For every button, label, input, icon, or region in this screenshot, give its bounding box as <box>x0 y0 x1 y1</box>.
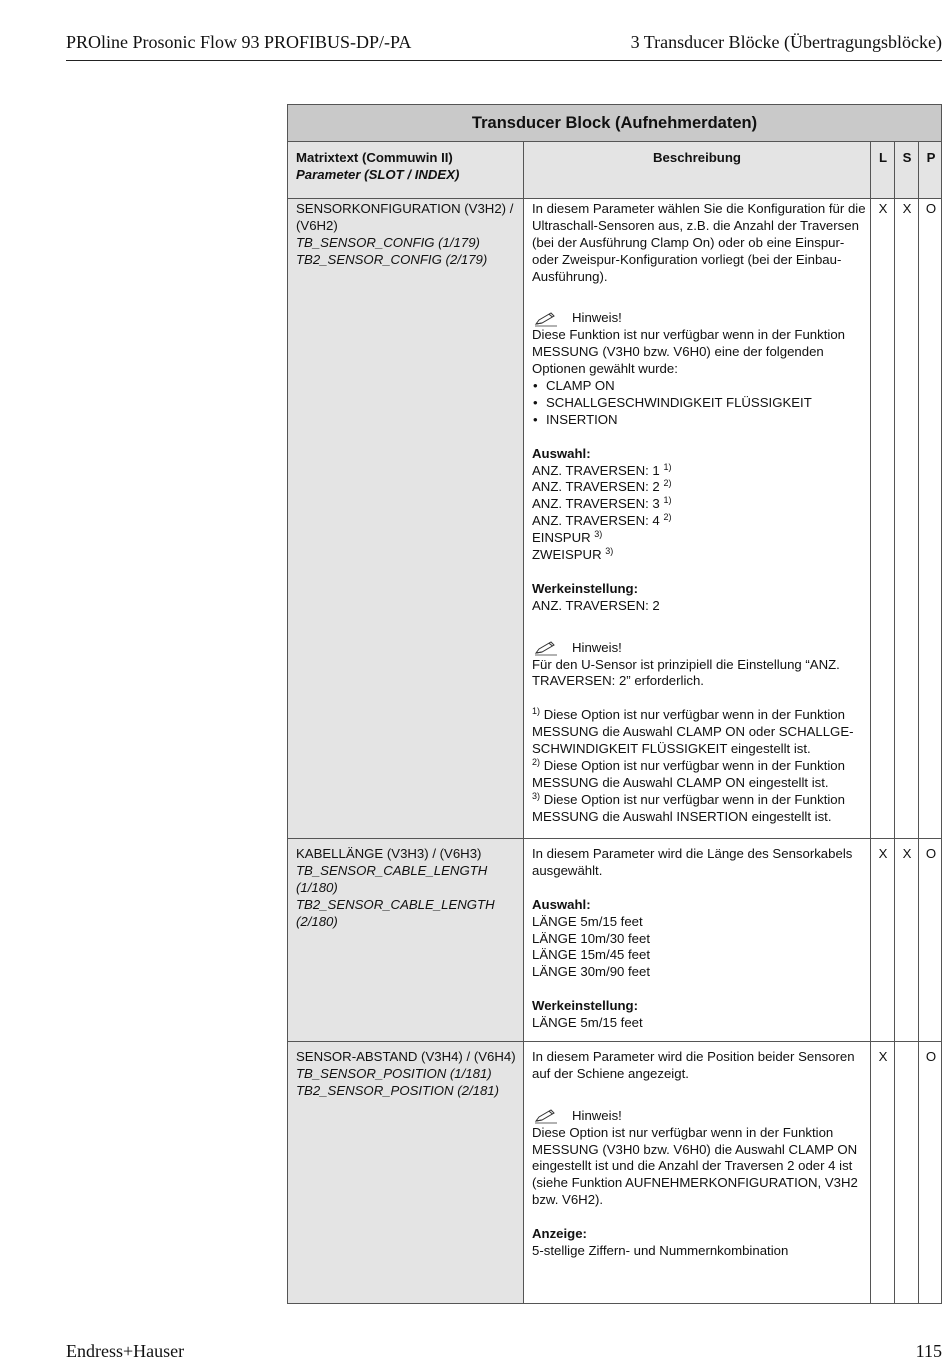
column-header-description: Beschreibung <box>653 150 741 165</box>
footnote: $^{1)}$ Diese Option ist nur verfügbar wenn in der Funktion MESSUNG die Auswahl CLAMP ON oder SCHALLGE-SCHWINDIGKEIT FLÜSSIGKEIT eingestellt ist. <box>532 706 854 757</box>
column-header-param-label: Parameter (SLOT / INDEX) <box>296 166 460 182</box>
row-sensor-abstand-name-cell <box>296 1049 520 1100</box>
werkeinstellung-label: Werkeinstellung: <box>532 998 639 1014</box>
column-header-matrix <box>296 150 459 184</box>
parameter-slot-index: TB2_SENSOR_CONFIG (2/179) <box>296 251 488 267</box>
row-divider <box>288 838 941 839</box>
header-chapter: 3 Transducer Blöcke (Übertragungsblöcke) <box>630 32 942 52</box>
flag-l: X <box>878 201 888 216</box>
column-divider <box>870 141 871 1303</box>
table-title: Transducer Block (Aufnehmerdaten) <box>288 105 941 141</box>
description-intro: In diesem Parameter wird die Position beider Sensoren auf der Schiene angezeigt. <box>532 1049 855 1081</box>
flag-l: X <box>878 846 888 861</box>
flag-p: O <box>925 201 937 216</box>
auswahl-label: Auswahl: <box>532 896 591 912</box>
parameter-slot-index: TB2_SENSOR_POSITION (2/181) <box>296 1082 500 1098</box>
row-sensorkonfiguration-description <box>532 201 867 826</box>
column-header-p: P <box>926 150 936 165</box>
footer-brand: Endress+Hauser <box>66 1341 185 1361</box>
parameter-slot-index: TB_SENSOR_CABLE_LENGTH (1/180) <box>296 862 488 895</box>
parameter-name: SENSORKONFIGURATION (V3H2) / (V6H2) <box>296 201 514 233</box>
list-item: • INSERTION <box>532 412 867 429</box>
option-item: LÄNGE 5m/15 feet <box>532 913 643 929</box>
option-item: LÄNGE 30m/90 feet <box>532 964 651 980</box>
option-item: EINSPUR $^{3)}$ <box>532 529 603 546</box>
werkeinstellung-label: Werkeinstellung: <box>532 580 639 596</box>
column-divider <box>918 141 919 1303</box>
note-heading <box>532 1108 867 1125</box>
left-column-shading <box>288 141 523 1303</box>
footnote: $^{3)}$ Diese Option ist nur verfügbar wenn in der Funktion MESSUNG die Auswahl INSERTION eingestellt ist. <box>532 790 845 824</box>
flag-s: X <box>902 846 912 861</box>
anzeige-label: Anzeige: <box>532 1226 587 1242</box>
description-intro: In diesem Parameter wird die Länge des Sensorkabels ausgewählt. <box>532 846 853 878</box>
option-item: ANZ. TRAVERSEN: 1 $^{1)}$ <box>532 461 672 478</box>
note-text: Für den U-Sensor ist prinzipiell die Einstellung “ANZ. TRAVERSEN: 2” erforderlich. <box>532 656 840 689</box>
werkeinstellung-value: ANZ. TRAVERSEN: 2 <box>532 597 660 613</box>
anzeige-value: 5-stellige Ziffern- und Nummernkombination <box>532 1242 789 1258</box>
parameter-name: KABELLÄNGE (V3H3) / (V6H3) <box>296 846 482 861</box>
option-item: ANZ. TRAVERSEN: 4 $^{2)}$ <box>532 512 672 529</box>
row-kabellaenge-description <box>532 846 867 1032</box>
parameter-slot-index: TB_SENSOR_POSITION (1/181) <box>296 1065 492 1081</box>
flag-p: O <box>925 1049 937 1064</box>
parameter-slot-index: TB2_SENSOR_CABLE_LENGTH (2/180) <box>296 896 495 929</box>
page-number: 115 <box>915 1341 942 1361</box>
auswahl-label: Auswahl: <box>532 445 591 461</box>
note-text: Diese Option ist nur verfügbar wenn in der Funktion MESSUNG (V3H0 bzw. V6H0) die Auswahl CLAMP ON eingestellt ist und die Anzahl der Traversen 2 oder 4 ist (siehe Funktion AUFNEHMERKONFIGURATION, V3H2 bzw. V6H2). <box>532 1124 858 1208</box>
flag-l: X <box>878 1049 888 1064</box>
note-label: Hinweis! <box>572 1107 622 1123</box>
column-header-l: L <box>878 150 888 165</box>
transducer-block-table <box>287 104 942 1304</box>
footnote: $^{2)}$ Diese Option ist nur verfügbar wenn in der Funktion MESSUNG die Auswahl CLAMP ON eingestellt ist. <box>532 756 845 790</box>
description-intro: In diesem Parameter wählen Sie die Konfiguration für die Ultraschall-Sensoren aus, z.B. die Anzahl der Traversen (bei der Ausführung Clamp On) oder ob eine Einspur- oder Zweispur-Konfiguration vorliegt (bei der Einbau-Ausführung). <box>532 201 866 284</box>
row-sensor-abstand-description <box>532 1049 867 1260</box>
option-item: ANZ. TRAVERSEN: 2 $^{2)}$ <box>532 478 672 495</box>
note-heading <box>532 310 867 327</box>
flag-p: O <box>925 846 937 861</box>
option-item: LÄNGE 10m/30 feet <box>532 930 651 946</box>
parameter-slot-index: TB_SENSOR_CONFIG (1/179) <box>296 234 480 250</box>
pencil-note-icon <box>534 311 558 327</box>
column-header-s: S <box>902 150 912 165</box>
row-sensorkonfiguration-name-cell <box>296 201 520 269</box>
row-divider <box>288 141 941 142</box>
note-text: Diese Funktion ist nur verfügbar wenn in der Funktion MESSUNG (V3H0 bzw. V6H0) eine der folgenden Optionen gewählt wurde: <box>532 327 845 377</box>
pencil-note-icon <box>534 1108 558 1124</box>
pencil-note-icon <box>534 640 558 656</box>
column-divider <box>523 141 524 1303</box>
flag-s: X <box>902 201 912 216</box>
row-divider <box>288 1041 941 1042</box>
option-item: ANZ. TRAVERSEN: 3 $^{1)}$ <box>532 495 672 512</box>
list-item: • SCHALLGESCHWINDIGKEIT FLÜSSIGKEIT <box>532 395 867 412</box>
parameter-name: SENSOR-ABSTAND (V3H4) / (V6H4) <box>296 1049 516 1064</box>
option-item: ZWEISPUR $^{3)}$ <box>532 546 614 563</box>
row-kabellaenge-name-cell <box>296 846 520 931</box>
note-heading <box>532 640 867 657</box>
note-label: Hinweis! <box>572 639 622 655</box>
column-header-matrix-label: Matrixtext (Commuwin II) <box>296 150 453 165</box>
column-divider <box>894 141 895 1303</box>
page-header <box>66 32 942 61</box>
note-label: Hinweis! <box>572 310 622 326</box>
row-divider <box>288 198 941 199</box>
list-item: • CLAMP ON <box>532 378 867 395</box>
werkeinstellung-value: LÄNGE 5m/15 feet <box>532 1015 643 1031</box>
option-item: LÄNGE 15m/45 feet <box>532 947 651 963</box>
header-title: PROline Prosonic Flow 93 PROFIBUS-DP/-PA <box>66 32 412 52</box>
